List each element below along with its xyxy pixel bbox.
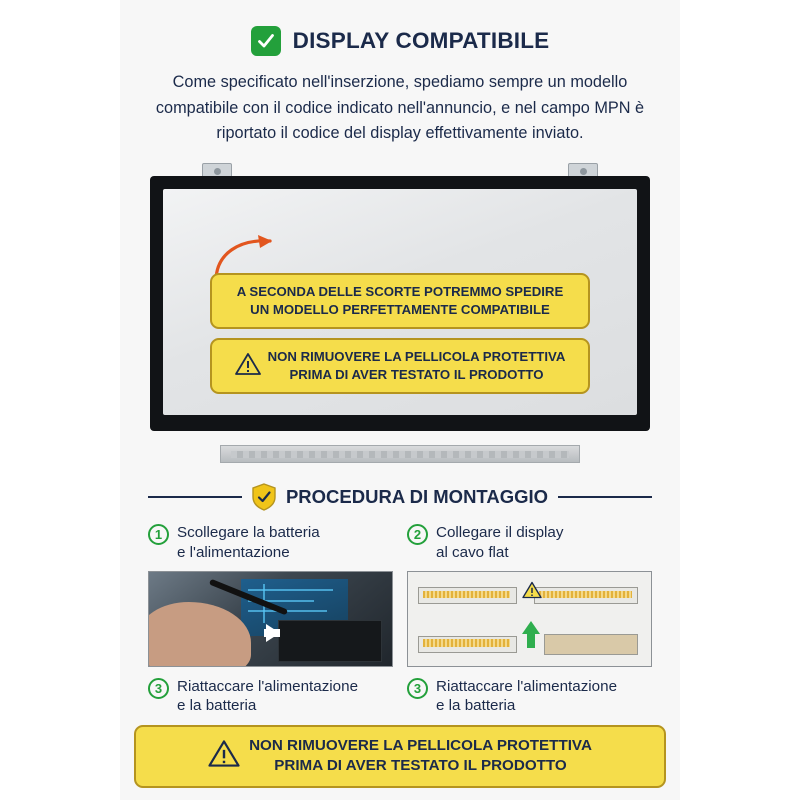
step-1-line-1: Scollegare la batteria xyxy=(177,524,320,542)
warning-triangle-icon xyxy=(208,739,240,773)
step-3-left-line-1: Riattaccare l'alimentazione xyxy=(177,677,359,695)
step-3-right-text xyxy=(436,677,617,717)
page-title: DISPLAY COMPATIBILE xyxy=(292,28,550,53)
step-2 xyxy=(407,523,652,667)
insert-arrow-icon xyxy=(522,621,540,634)
intro-text: Come specificato nell'inserzione, spediamo sempre un modello compatibile con il codice indicato nell'annuncio, e nel campo MPN è riportato il codice del display effettivamente inviato. xyxy=(155,73,645,143)
procedure-steps-top xyxy=(148,523,652,667)
step-1-number: 1 xyxy=(148,524,169,545)
step-3-left-number: 3 xyxy=(148,678,169,699)
direction-arrow-icon xyxy=(266,624,280,642)
procedure-steps-bottom xyxy=(148,677,652,717)
step-3-right xyxy=(407,677,652,717)
compatibility-notice-line-1: A SECONDA DELLE SCORTE POTREMMO SPEDIRE xyxy=(236,284,564,300)
warning-triangle-icon xyxy=(522,581,542,604)
footer-warning-banner xyxy=(134,725,666,788)
compatibility-notice xyxy=(210,273,590,329)
footer-warning-text xyxy=(249,736,592,777)
step-3-right-line-1: Riattaccare l'alimentazione xyxy=(436,677,618,695)
step-3-left-line-2: e la batteria xyxy=(177,697,257,715)
step-3-left xyxy=(148,677,393,717)
step-1-line-2: e l'alimentazione xyxy=(177,543,290,561)
step-3-left-text xyxy=(177,677,358,717)
film-warning-line-2: PRIMA DI AVER TESTATO IL PRODOTTO xyxy=(289,367,544,383)
check-icon xyxy=(251,26,281,56)
footer-warning-line-1: NON RIMUOVERE LA PELLICOLA PROTETTIVA xyxy=(249,736,592,754)
flat-cable-photo xyxy=(407,571,652,667)
header xyxy=(120,0,680,56)
step-3-right-number: 3 xyxy=(407,678,428,699)
connector-d xyxy=(544,634,638,655)
divider-left xyxy=(148,496,242,498)
step-2-text xyxy=(436,523,563,563)
film-warning-notice xyxy=(210,338,590,394)
step-2-line-1: Collegare il display xyxy=(436,524,564,542)
divider-right xyxy=(558,496,652,498)
step-1 xyxy=(148,523,393,667)
procedure-header xyxy=(148,483,652,511)
compatibility-notice-line-2: UN MODELLO PERFETTAMENTE COMPATIBILE xyxy=(250,302,550,318)
hand-graphic xyxy=(148,602,251,667)
display-panel-illustration xyxy=(150,163,650,463)
content-panel xyxy=(120,0,680,800)
step-2-number: 2 xyxy=(407,524,428,545)
step-3-right-line-2: e la batteria xyxy=(436,697,516,715)
warning-triangle-icon xyxy=(235,352,261,381)
footer-warning-line-2: PRIMA DI AVER TESTATO IL PRODOTTO xyxy=(274,757,567,775)
battery-graphic xyxy=(278,620,382,661)
panel-connector-strip xyxy=(220,445,580,463)
step-2-line-2: al cavo flat xyxy=(436,543,509,561)
shield-icon xyxy=(252,483,276,511)
procedure-title: PROCEDURA DI MONTAGGIO xyxy=(285,486,549,508)
step-1-text xyxy=(177,523,320,563)
battery-disconnect-photo xyxy=(148,571,393,667)
film-warning-line-1: NON RIMUOVERE LA PELLICOLA PROTETTIVA xyxy=(267,349,566,365)
